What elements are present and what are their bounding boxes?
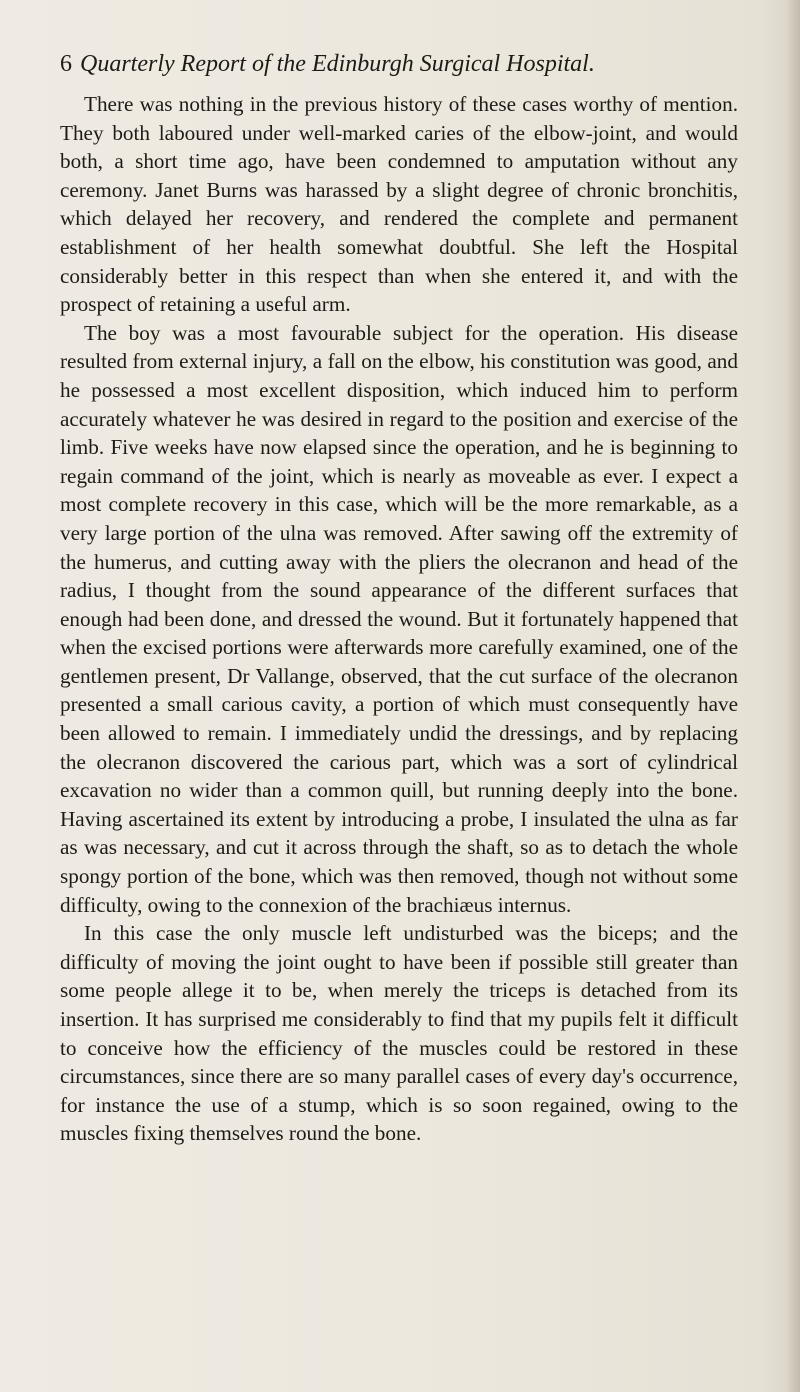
paragraph-2: The boy was a most favourable subject for the operation. His disease resulted from external injury, a fall on the elbow, his constitution was good, and he possessed a most excellent disposition, which induced him to perform accurately whatever he was desired in regard to the position and exercise of the limb. Five weeks have now elapsed since the operation, and he is beginning to regain command of the joint, which is nearly as moveable as ever. I expect a most complete recovery in this case, which will be the more remarkable, as a very large portion of the ulna was removed. After sawing off the extremity of the humerus, and cutting away with the pliers the olecranon and head of the radius, I thought from the sound appearance of the different surfaces that enough had been done, and dressed the wound. But it fortunately happened that when the excised portions were afterwards more carefully examined, one of the gentlemen present, Dr Vallange, observed, that the cut surface of the olecranon presented a small carious cavity, a portion of which must consequently have been allowed to remain. I immediately undid the dressings, and by replacing the olecranon discovered the carious part, which was a sort of cylindrical excavation no wider than a common quill, but running deeply into the bone. Having ascertained its extent by introducing a probe, I insulated the ulna as far as was necessary, and cut it across through the shaft, so as to detach the whole spongy portion of the bone, which was then removed, though not without some difficulty, owing to the connexion of the brachiæus internus. (60, 320, 738, 917)
page-number: 6 (60, 51, 72, 77)
body-text (60, 90, 738, 1148)
page-header (60, 44, 760, 84)
page-edge-shadow (786, 0, 800, 1392)
paragraph-3: In this case the only muscle left undisturbed was the biceps; and the difficulty of moving the joint ought to have been if possible still greater than some people allege it to be, when merely the triceps is detached from its insertion. It has surprised me considerably to find that my pupils felt it difficult to conceive how the efficiency of the muscles could be restored in these circumstances, since there are so many parallel cases of every day's occurrence, for instance the use of a stump, which is so soon regained, owing to the muscles fixing themselves round the bone. (60, 921, 738, 1146)
running-title: Quarterly Report of the Edinburgh Surgical Hospital. (80, 51, 595, 77)
paragraph-1: There was nothing in the previous history of these cases worthy of mention. They both laboured under well-marked caries of the elbow-joint, and would both, a short time ago, have been condemned to amputation without any ceremony. Janet Burns was harassed by a slight degree of chronic bronchitis, which delayed her recovery, and rendered the complete and permanent establishment of her health somewhat doubtful. She left the Hospital considerably better in this respect than when she entered it, and with the prospect of retaining a useful arm. (60, 92, 738, 317)
